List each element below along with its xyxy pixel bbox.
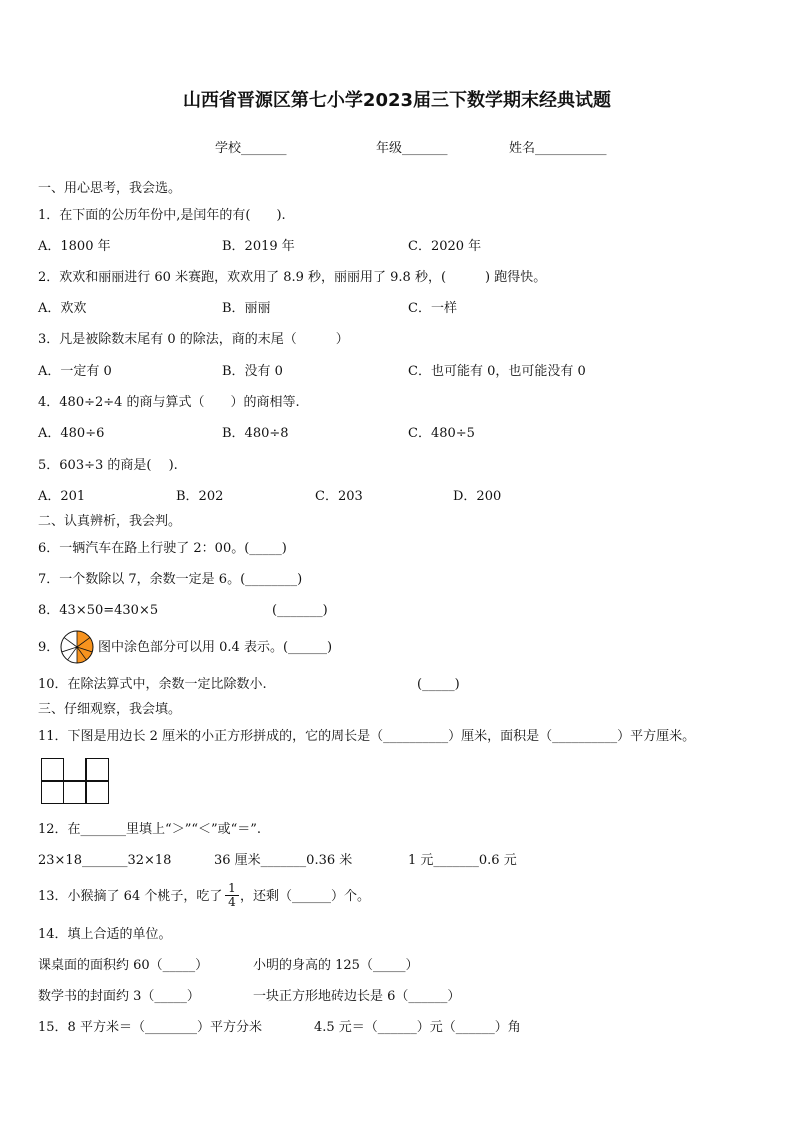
q2-option-a: A．欢欢 bbox=[38, 301, 87, 316]
q14-item-d: 一块正方形地砖边长是 6（______） bbox=[253, 989, 461, 1004]
question-3: 3．凡是被除数末尾有 0 的除法，商的末尾（ ） bbox=[38, 332, 349, 347]
q2-option-b: B．丽丽 bbox=[222, 301, 271, 316]
question-15b: 4.5 元＝（______）元（______）角 bbox=[314, 1020, 521, 1035]
q4-option-a: A．480÷6 bbox=[38, 426, 105, 441]
question-8: 8．43×50=430×5 bbox=[38, 603, 159, 618]
question-10: 10．在除法算式中，余数一定比除数小. bbox=[38, 677, 267, 692]
section-2-heading: 二、认真辨析，我会判。 bbox=[38, 514, 182, 529]
question-7: 7．一个数除以 7，余数一定是 6。(________) bbox=[38, 572, 303, 587]
q14-item-b: 小明的身高的 125（_____） bbox=[253, 958, 419, 973]
q10-answer-blank: (_____) bbox=[417, 677, 460, 692]
q8-answer-blank: (_______) bbox=[272, 603, 328, 618]
q5-option-b: B．202 bbox=[176, 489, 224, 504]
section-3-heading: 三、仔细观察，我会填。 bbox=[38, 702, 182, 717]
pie-figure bbox=[60, 630, 94, 664]
q14-item-c: 数学书的封面约 3（_____） bbox=[38, 989, 200, 1004]
fraction-denominator: 4 bbox=[228, 895, 236, 909]
q9-number: 9． bbox=[38, 640, 60, 655]
question-6: 6．一辆汽车在路上行驶了 2：00。(_____) bbox=[38, 541, 287, 556]
q3-option-a: A．一定有 0 bbox=[38, 364, 112, 379]
question-5: 5．603÷3 的商是( ). bbox=[38, 458, 178, 473]
question-9: 图中涂色部分可以用 0.4 表示。(______) bbox=[98, 640, 333, 655]
fraction-numerator: 1 bbox=[225, 882, 239, 896]
q5-option-a: A．201 bbox=[38, 489, 86, 504]
question-15a: 15．8 平方米＝（________）平方分米 bbox=[38, 1020, 262, 1035]
question-11: 11．下图是用边长 2 厘米的小正方形拼成的，它的周长是（__________）厘米，面积是（__________）平方厘米。 bbox=[38, 729, 696, 744]
question-13-rest: ，还剩（______）个。 bbox=[240, 889, 371, 904]
page-title: 山西省晋源区第七小学2023届三下数学期末经典试题 bbox=[182, 90, 612, 111]
fraction-one-quarter bbox=[225, 882, 239, 909]
question-12: 12．在_______里填上“＞”“＜”或“＝”. bbox=[38, 822, 262, 837]
q4-option-b: B．480÷8 bbox=[222, 426, 289, 441]
question-4: 4．480÷2÷4 的商与算式（ ）的商相等. bbox=[38, 395, 300, 410]
q1-option-c: C．2020 年 bbox=[408, 239, 482, 254]
q5-option-d: D．200 bbox=[453, 489, 502, 504]
q1-option-b: B．2019 年 bbox=[222, 239, 295, 254]
q12-item-b: 36 厘米_______0.36 米 bbox=[214, 853, 353, 868]
q3-option-b: B．没有 0 bbox=[222, 364, 283, 379]
question-2: 2．欢欢和丽丽进行 60 米赛跑，欢欢用了 8.9 秒，丽丽用了 9.8 秒，( ) 跑得快。 bbox=[38, 270, 547, 285]
name-field: 姓名___________ bbox=[509, 141, 607, 156]
q5-option-c: C．203 bbox=[315, 489, 363, 504]
section-1-heading: 一、用心思考，我会选。 bbox=[38, 181, 182, 196]
q12-item-a: 23×18_______32×18 bbox=[38, 853, 172, 868]
q4-option-c: C．480÷5 bbox=[408, 426, 475, 441]
question-14: 14．填上合适的单位。 bbox=[38, 927, 172, 942]
q12-item-c: 1 元_______0.6 元 bbox=[408, 853, 517, 868]
q3-option-c: C．也可能有 0，也可能没有 0 bbox=[408, 364, 586, 379]
grade-field: 年级_______ bbox=[376, 141, 448, 156]
school-field: 学校_______ bbox=[215, 141, 287, 156]
question-13: 13．小猴摘了 64 个桃子，吃了 bbox=[38, 889, 223, 904]
q1-option-a: A．1800 年 bbox=[38, 239, 111, 254]
q2-option-c: C．一样 bbox=[408, 301, 457, 316]
squares-figure bbox=[41, 758, 109, 804]
q14-item-a: 课桌面的面积约 60（_____） bbox=[38, 958, 209, 973]
question-1: 1．在下面的公历年份中,是闰年的有( ). bbox=[38, 208, 286, 223]
